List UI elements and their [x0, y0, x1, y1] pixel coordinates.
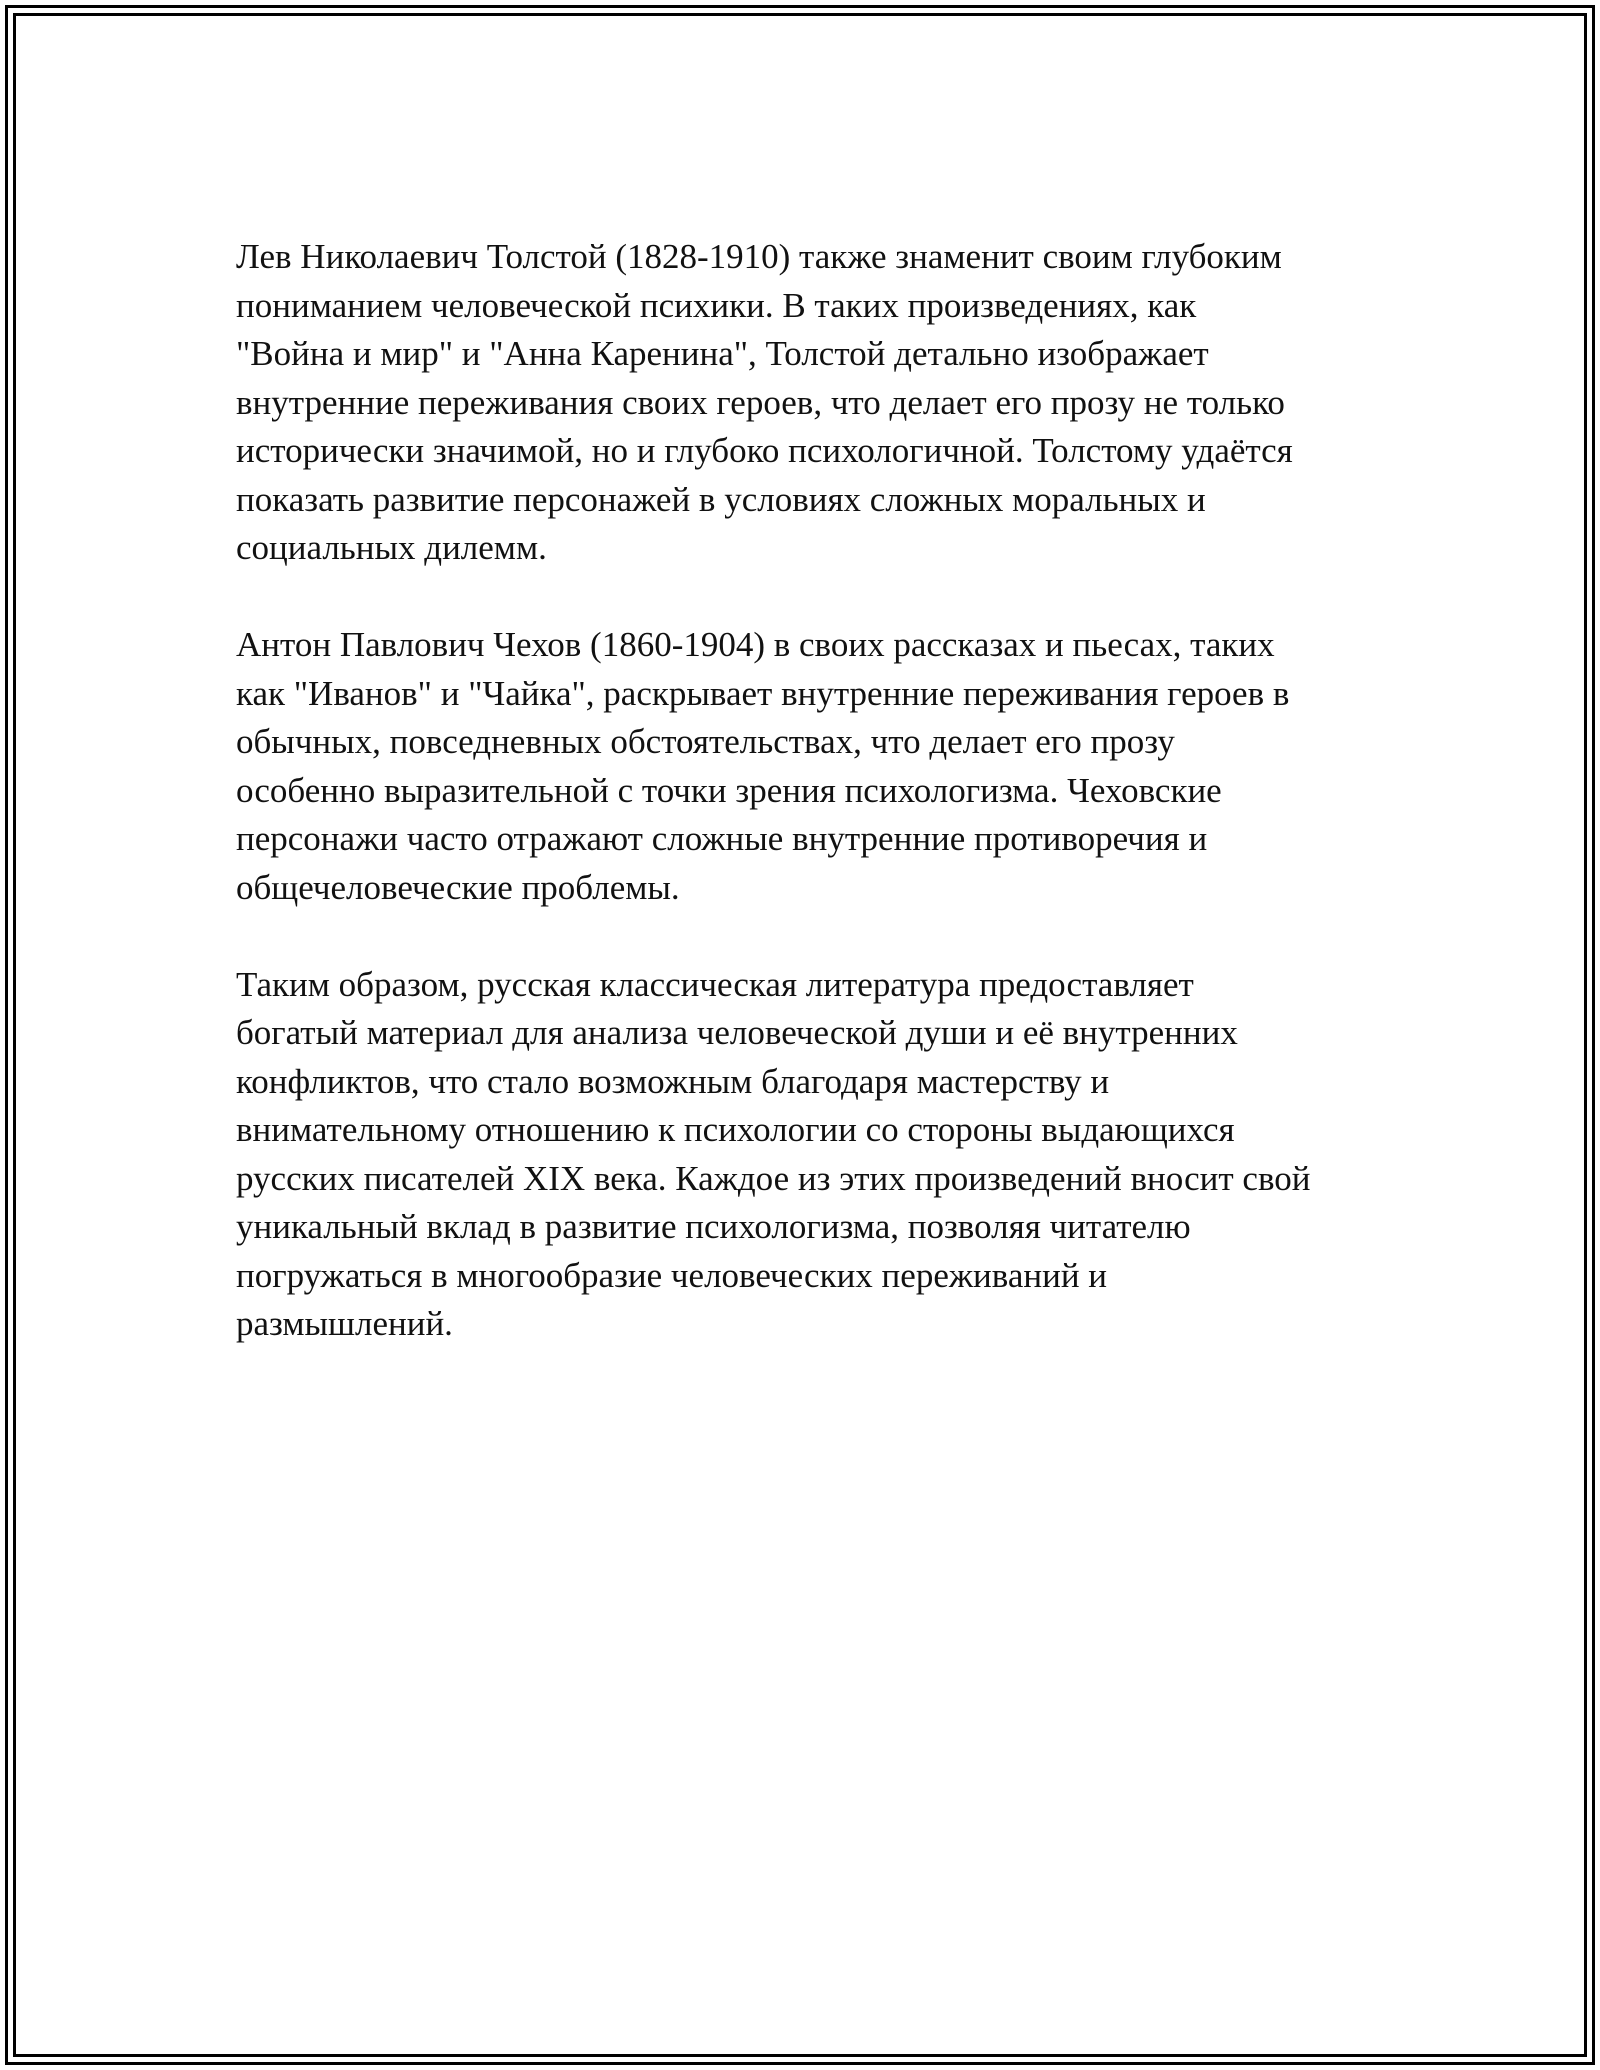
text-line: "Война и мир" и "Анна Каренина", Толстой детально изображает [236, 334, 1209, 373]
text-line: особенно выразительной с точки зрения психологизма. Чеховские [236, 770, 1222, 810]
text-line: Таким образом, русская классическая литература предоставляет [236, 964, 1194, 1004]
text-line: погружаться в многообразие человеческих переживаний и [236, 1255, 1108, 1295]
text-line: богатый материал для анализа человеческой души и её внутренних [236, 1013, 1238, 1052]
text-line: обычных, повседневных обстоятельствах, что делает его прозу [236, 722, 1175, 761]
text-line: Антон Павлович Чехов (1860-1904) в своих рассказах и пьесах, таких [236, 625, 1275, 664]
text-line: пониманием человеческой психики. В таких произведениях, как [236, 285, 1197, 325]
text-line: как "Иванов" и "Чайка", раскрывает внутренние переживания героев в [236, 673, 1290, 713]
paragraph-conclusion [236, 961, 1416, 1349]
text-line: внутренние переживания своих героев, что делает его прозу не только [236, 382, 1285, 422]
text-line: конфликтов, что стало возможным благодаря мастерству и [236, 1061, 1110, 1101]
text-line: уникальный вклад в развитие психологизма, позволяя читателю [236, 1207, 1191, 1246]
text-line: внимательному отношению к психологии со стороны выдающихся [236, 1110, 1235, 1149]
text-line: общечеловеческие проблемы. [236, 867, 680, 907]
text-line: персонажи часто отражают сложные внутренние противоречия и [236, 819, 1208, 858]
paragraph-chekhov [236, 621, 1416, 912]
text-line: русских писателей XIX века. Каждое из этих произведений вносит свой [236, 1158, 1311, 1198]
text-line: социальных дилемм. [236, 528, 547, 567]
document-body [236, 233, 1416, 1397]
text-line: размышлений. [236, 1304, 453, 1343]
paragraph-tolstoy [236, 233, 1416, 573]
text-line: показать развитие персонажей в условиях сложных моральных и [236, 479, 1206, 519]
text-line: исторически значимой, но и глубоко психологичной. Толстому удаётся [236, 431, 1293, 470]
text-line: Лев Николаевич Толстой (1828-1910) также знаменит своим глубоким [236, 237, 1282, 276]
